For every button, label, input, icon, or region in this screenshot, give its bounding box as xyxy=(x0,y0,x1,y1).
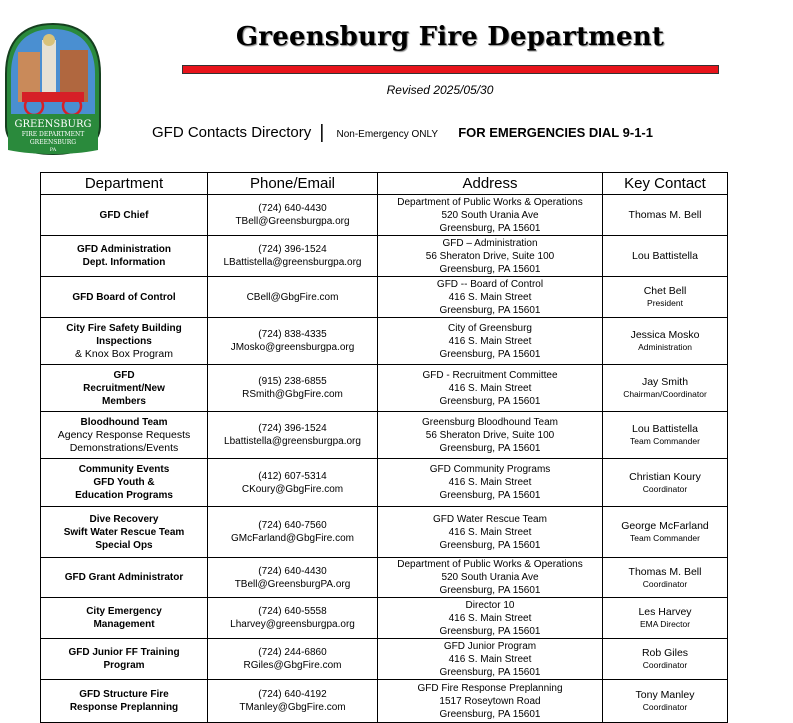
phone-email-cell xyxy=(208,459,378,507)
contact-name: Lou Battistella xyxy=(632,249,698,262)
department-name-line: GFD Grant Administrator xyxy=(64,572,184,583)
contact-role: Coordinator xyxy=(642,578,688,589)
contact-name: Christian Koury xyxy=(629,470,701,483)
phone-number[interactable]: (724) 838-4335 xyxy=(258,329,327,340)
email-address[interactable]: CBell@GbgFire.com xyxy=(246,291,339,303)
address-line: 416 S. Main Street xyxy=(448,335,532,347)
address-cell xyxy=(378,459,603,507)
table-header-row xyxy=(41,173,728,195)
contact-role: Chairman/Coordinator xyxy=(623,389,707,399)
header-department: Department xyxy=(41,173,208,195)
phone-number[interactable]: (724) 396-1524 xyxy=(258,423,327,434)
department-name-line: Members xyxy=(102,395,146,407)
address-cell xyxy=(378,365,603,412)
department-cell xyxy=(41,412,208,459)
emergency-notice: FOR EMERGENCIES DIAL 9-1-1 xyxy=(458,125,653,140)
table-row xyxy=(41,459,728,507)
non-emergency-note: Non-Emergency ONLY xyxy=(336,129,439,140)
table-row xyxy=(41,680,728,723)
department-cell xyxy=(41,598,208,639)
phone-email-cell xyxy=(208,598,378,639)
address-line: GFD – Administration xyxy=(442,237,538,249)
table-row xyxy=(41,598,728,639)
table-row xyxy=(41,365,728,412)
address-line: Greensburg, PA 15601 xyxy=(439,625,541,637)
phone-email-cell xyxy=(208,507,378,558)
email-address[interactable]: Lharvey@greensburgpa.org xyxy=(230,619,355,630)
address-line: 1517 Roseytown Road xyxy=(439,695,541,707)
patch-text-state: PA xyxy=(49,147,57,153)
address-line: GFD -- Board of Control xyxy=(436,278,544,290)
phone-number[interactable]: (724) 244-6860 xyxy=(258,647,327,658)
email-address[interactable]: LBattistella@greensburgpa.org xyxy=(223,257,362,268)
contact-role: Coordinator xyxy=(642,702,688,712)
email-address[interactable]: Lbattistella@greensburgpa.org xyxy=(224,436,361,447)
department-name-line: Dive Recovery xyxy=(89,513,159,525)
department-cell xyxy=(41,318,208,365)
address-line: 416 S. Main Street xyxy=(448,382,532,394)
department-cell xyxy=(41,639,208,680)
phone-email-cell xyxy=(208,318,378,365)
department-cell xyxy=(41,277,208,318)
contact-role: President xyxy=(647,298,683,308)
phone-number[interactable]: (915) 238-6855 xyxy=(258,376,327,387)
header-address: Address xyxy=(378,173,603,195)
table-row xyxy=(41,318,728,365)
revised-date: Revised 2025/05/30 xyxy=(386,83,494,97)
email-address[interactable]: GMcFarland@GbgFire.com xyxy=(231,533,354,544)
address-line: 416 S. Main Street xyxy=(448,612,532,624)
contact-name: Lou Battistella xyxy=(632,423,698,435)
department-name-line: Inspections xyxy=(96,335,152,347)
key-contact-cell xyxy=(603,277,728,318)
address-line: 416 S. Main Street xyxy=(448,477,532,488)
subtitle-separator: | xyxy=(319,122,325,143)
email-address[interactable]: RSmith@GbgFire.com xyxy=(242,389,343,400)
key-contact-cell xyxy=(603,195,728,236)
department-name-line: City Fire Safety Building xyxy=(66,322,182,334)
contact-role: Coordinator xyxy=(642,660,688,670)
key-contact-cell xyxy=(603,236,728,277)
key-contact-cell xyxy=(603,318,728,365)
department-name-line: GFD Structure Fire xyxy=(79,689,169,700)
contact-role: Team Commander xyxy=(630,436,700,446)
address-line: Greensburg, PA 15601 xyxy=(439,666,541,678)
address-line: GFD Fire Response Preplanning xyxy=(417,682,563,694)
contact-role: EMA Director xyxy=(639,619,691,629)
address-line: 416 S. Main Street xyxy=(448,653,532,665)
contact-name: Les Harvey xyxy=(638,606,692,618)
email-address[interactable]: TBell@GreensburgPA.org xyxy=(234,578,351,590)
phone-email-cell xyxy=(208,412,378,459)
address-line: Greensburg, PA 15601 xyxy=(439,304,541,316)
address-cell xyxy=(378,236,603,277)
email-address[interactable]: TBell@Greensburgpa.org xyxy=(235,216,350,227)
patch-dome xyxy=(43,34,55,46)
address-cell xyxy=(378,318,603,365)
address-line: Greensburg, PA 15601 xyxy=(439,708,541,720)
address-line: City of Greensburg xyxy=(448,322,532,334)
email-address[interactable]: CKoury@GbgFire.com xyxy=(241,483,344,495)
department-name-line: GFD Board of Control xyxy=(72,291,176,303)
address-line: 56 Sheraton Drive, Suite 100 xyxy=(425,250,555,262)
department-name-line: GFD Junior FF Training xyxy=(68,647,180,658)
contact-name: Jessica Mosko xyxy=(630,329,700,341)
address-line: 416 S. Main Street xyxy=(448,526,532,538)
address-cell xyxy=(378,639,603,680)
department-name-line: Bloodhound Team xyxy=(80,416,168,428)
contact-name: Chet Bell xyxy=(643,285,687,297)
phone-email-cell xyxy=(208,639,378,680)
key-contact-cell xyxy=(603,680,728,723)
department-name-line: Management xyxy=(93,619,155,630)
address-cell xyxy=(378,598,603,639)
table-row xyxy=(41,277,728,318)
table-row xyxy=(41,639,728,680)
key-contact-cell xyxy=(603,365,728,412)
department-cell xyxy=(41,680,208,723)
department-name-line: Education Programs xyxy=(75,490,173,501)
email-address[interactable]: TManley@GbgFire.com xyxy=(239,702,346,713)
phone-number[interactable]: (724) 640-7560 xyxy=(258,520,327,531)
contacts-table xyxy=(40,172,728,723)
key-contact-cell xyxy=(603,598,728,639)
address-line: Greensburg, PA 15601 xyxy=(439,442,541,454)
department-cell xyxy=(41,195,208,236)
address-cell xyxy=(378,680,603,723)
table-row xyxy=(41,558,728,598)
email-address[interactable]: RGiles@GbgFire.com xyxy=(243,660,342,671)
address-cell xyxy=(378,412,603,459)
department-name-line: Program xyxy=(103,660,145,671)
department-cell xyxy=(41,507,208,558)
department-name-line: GFD xyxy=(113,369,135,381)
fire-department-patch xyxy=(4,22,102,156)
department-cell xyxy=(41,236,208,277)
address-line: Greensburg, PA 15601 xyxy=(439,263,541,275)
contact-name: Thomas M. Bell xyxy=(628,208,702,221)
department-detail-line: Demonstrations/Events xyxy=(69,441,179,454)
department-name-line: GFD Youth & xyxy=(93,477,155,488)
department-name-line: Swift Water Rescue Team xyxy=(63,526,185,538)
contact-role: Team Commander xyxy=(630,533,700,543)
department-name-line: City Emergency xyxy=(86,606,162,617)
department-name-line: Dept. Information xyxy=(82,257,166,268)
table-row xyxy=(41,195,728,236)
header-phone-email: Phone/Email xyxy=(208,173,378,195)
contact-role: Coordinator xyxy=(642,483,688,494)
phone-number[interactable]: (412) 607-5314 xyxy=(258,470,327,482)
address-line: Director 10 xyxy=(465,599,515,611)
address-line: Greensburg, PA 15601 xyxy=(439,222,541,234)
patch-text-dept: FIRE DEPARTMENT xyxy=(21,131,85,138)
phone-number[interactable]: (724) 640-4192 xyxy=(258,689,327,700)
phone-number[interactable]: (724) 396-1524 xyxy=(258,244,327,255)
address-line: GFD Community Programs xyxy=(429,464,551,475)
address-line: 416 S. Main Street xyxy=(448,291,532,303)
address-line: GFD - Recruitment Committee xyxy=(422,369,558,381)
address-cell xyxy=(378,277,603,318)
title-underline-bar xyxy=(182,65,719,74)
department-cell xyxy=(41,365,208,412)
address-line: Department of Public Works & Operations xyxy=(397,559,583,570)
directory-title: GFD Contacts Directory xyxy=(152,124,312,141)
key-contact-cell xyxy=(603,639,728,680)
department-name-line: Special Ops xyxy=(95,539,153,551)
address-cell xyxy=(378,195,603,236)
department-detail-line: Agency Response Requests xyxy=(57,428,191,441)
address-line: Greensburg, PA 15601 xyxy=(439,395,541,407)
key-contact-cell xyxy=(603,558,728,598)
address-line: GFD Water Rescue Team xyxy=(433,513,547,525)
address-line: Greensburg, PA 15601 xyxy=(439,348,541,360)
key-contact-cell xyxy=(603,459,728,507)
contact-name: Jay Smith xyxy=(641,376,689,388)
address-line: Greensburg, PA 15601 xyxy=(439,585,541,596)
patch-text-city: GREENSBURG xyxy=(14,119,92,130)
contact-name: Tony Manley xyxy=(635,689,695,701)
phone-email-cell xyxy=(208,195,378,236)
address-cell xyxy=(378,507,603,558)
address-line: Greensburg, PA 15601 xyxy=(439,490,541,501)
contact-name: Thomas M. Bell xyxy=(628,565,702,578)
phone-number[interactable]: (724) 640-4430 xyxy=(258,565,327,577)
department-name-line: Response Preplanning xyxy=(69,702,179,713)
phone-number[interactable]: (724) 640-4430 xyxy=(258,203,327,214)
table-row xyxy=(41,236,728,277)
phone-email-cell xyxy=(208,680,378,723)
department-cell xyxy=(41,558,208,598)
department-name-line: GFD Administration xyxy=(76,244,172,255)
phone-email-cell xyxy=(208,277,378,318)
phone-email-cell xyxy=(208,558,378,598)
address-line: Greensburg Bloodhound Team xyxy=(421,416,559,428)
key-contact-cell xyxy=(603,412,728,459)
contact-role: Administration xyxy=(638,342,692,352)
department-name-line: Recruitment/New xyxy=(83,382,165,394)
address-cell xyxy=(378,558,603,598)
contacts-table-body xyxy=(41,195,728,723)
address-line: 520 South Urania Ave xyxy=(441,572,539,583)
header-key-contact: Key Contact xyxy=(603,173,728,195)
contact-name: George McFarland xyxy=(621,520,709,532)
patch-tower xyxy=(42,40,56,100)
department-name-line: GFD Chief xyxy=(99,209,149,221)
table-row xyxy=(41,412,728,459)
department-detail-line: & Knox Box Program xyxy=(74,347,174,360)
department-name-line: Community Events xyxy=(78,464,170,475)
table-row xyxy=(41,507,728,558)
phone-number[interactable]: (724) 640-5558 xyxy=(258,606,327,617)
directory-subtitle-line xyxy=(152,121,653,143)
department-cell xyxy=(41,459,208,507)
email-address[interactable]: JMosko@greensburgpa.org xyxy=(230,342,355,353)
contact-name: Rob Giles xyxy=(641,647,689,659)
phone-email-cell xyxy=(208,236,378,277)
address-line: 56 Sheraton Drive, Suite 100 xyxy=(425,429,555,441)
key-contact-cell xyxy=(603,507,728,558)
address-line: Department of Public Works & Operations xyxy=(397,196,583,208)
phone-email-cell xyxy=(208,365,378,412)
address-line: GFD Junior Program xyxy=(443,640,537,652)
document-title: Greensburg Fire Department xyxy=(235,22,665,52)
patch-text-city-2: GREENSBURG xyxy=(29,139,77,146)
address-line: 520 South Urania Ave xyxy=(441,209,539,221)
address-line: Greensburg, PA 15601 xyxy=(439,539,541,551)
